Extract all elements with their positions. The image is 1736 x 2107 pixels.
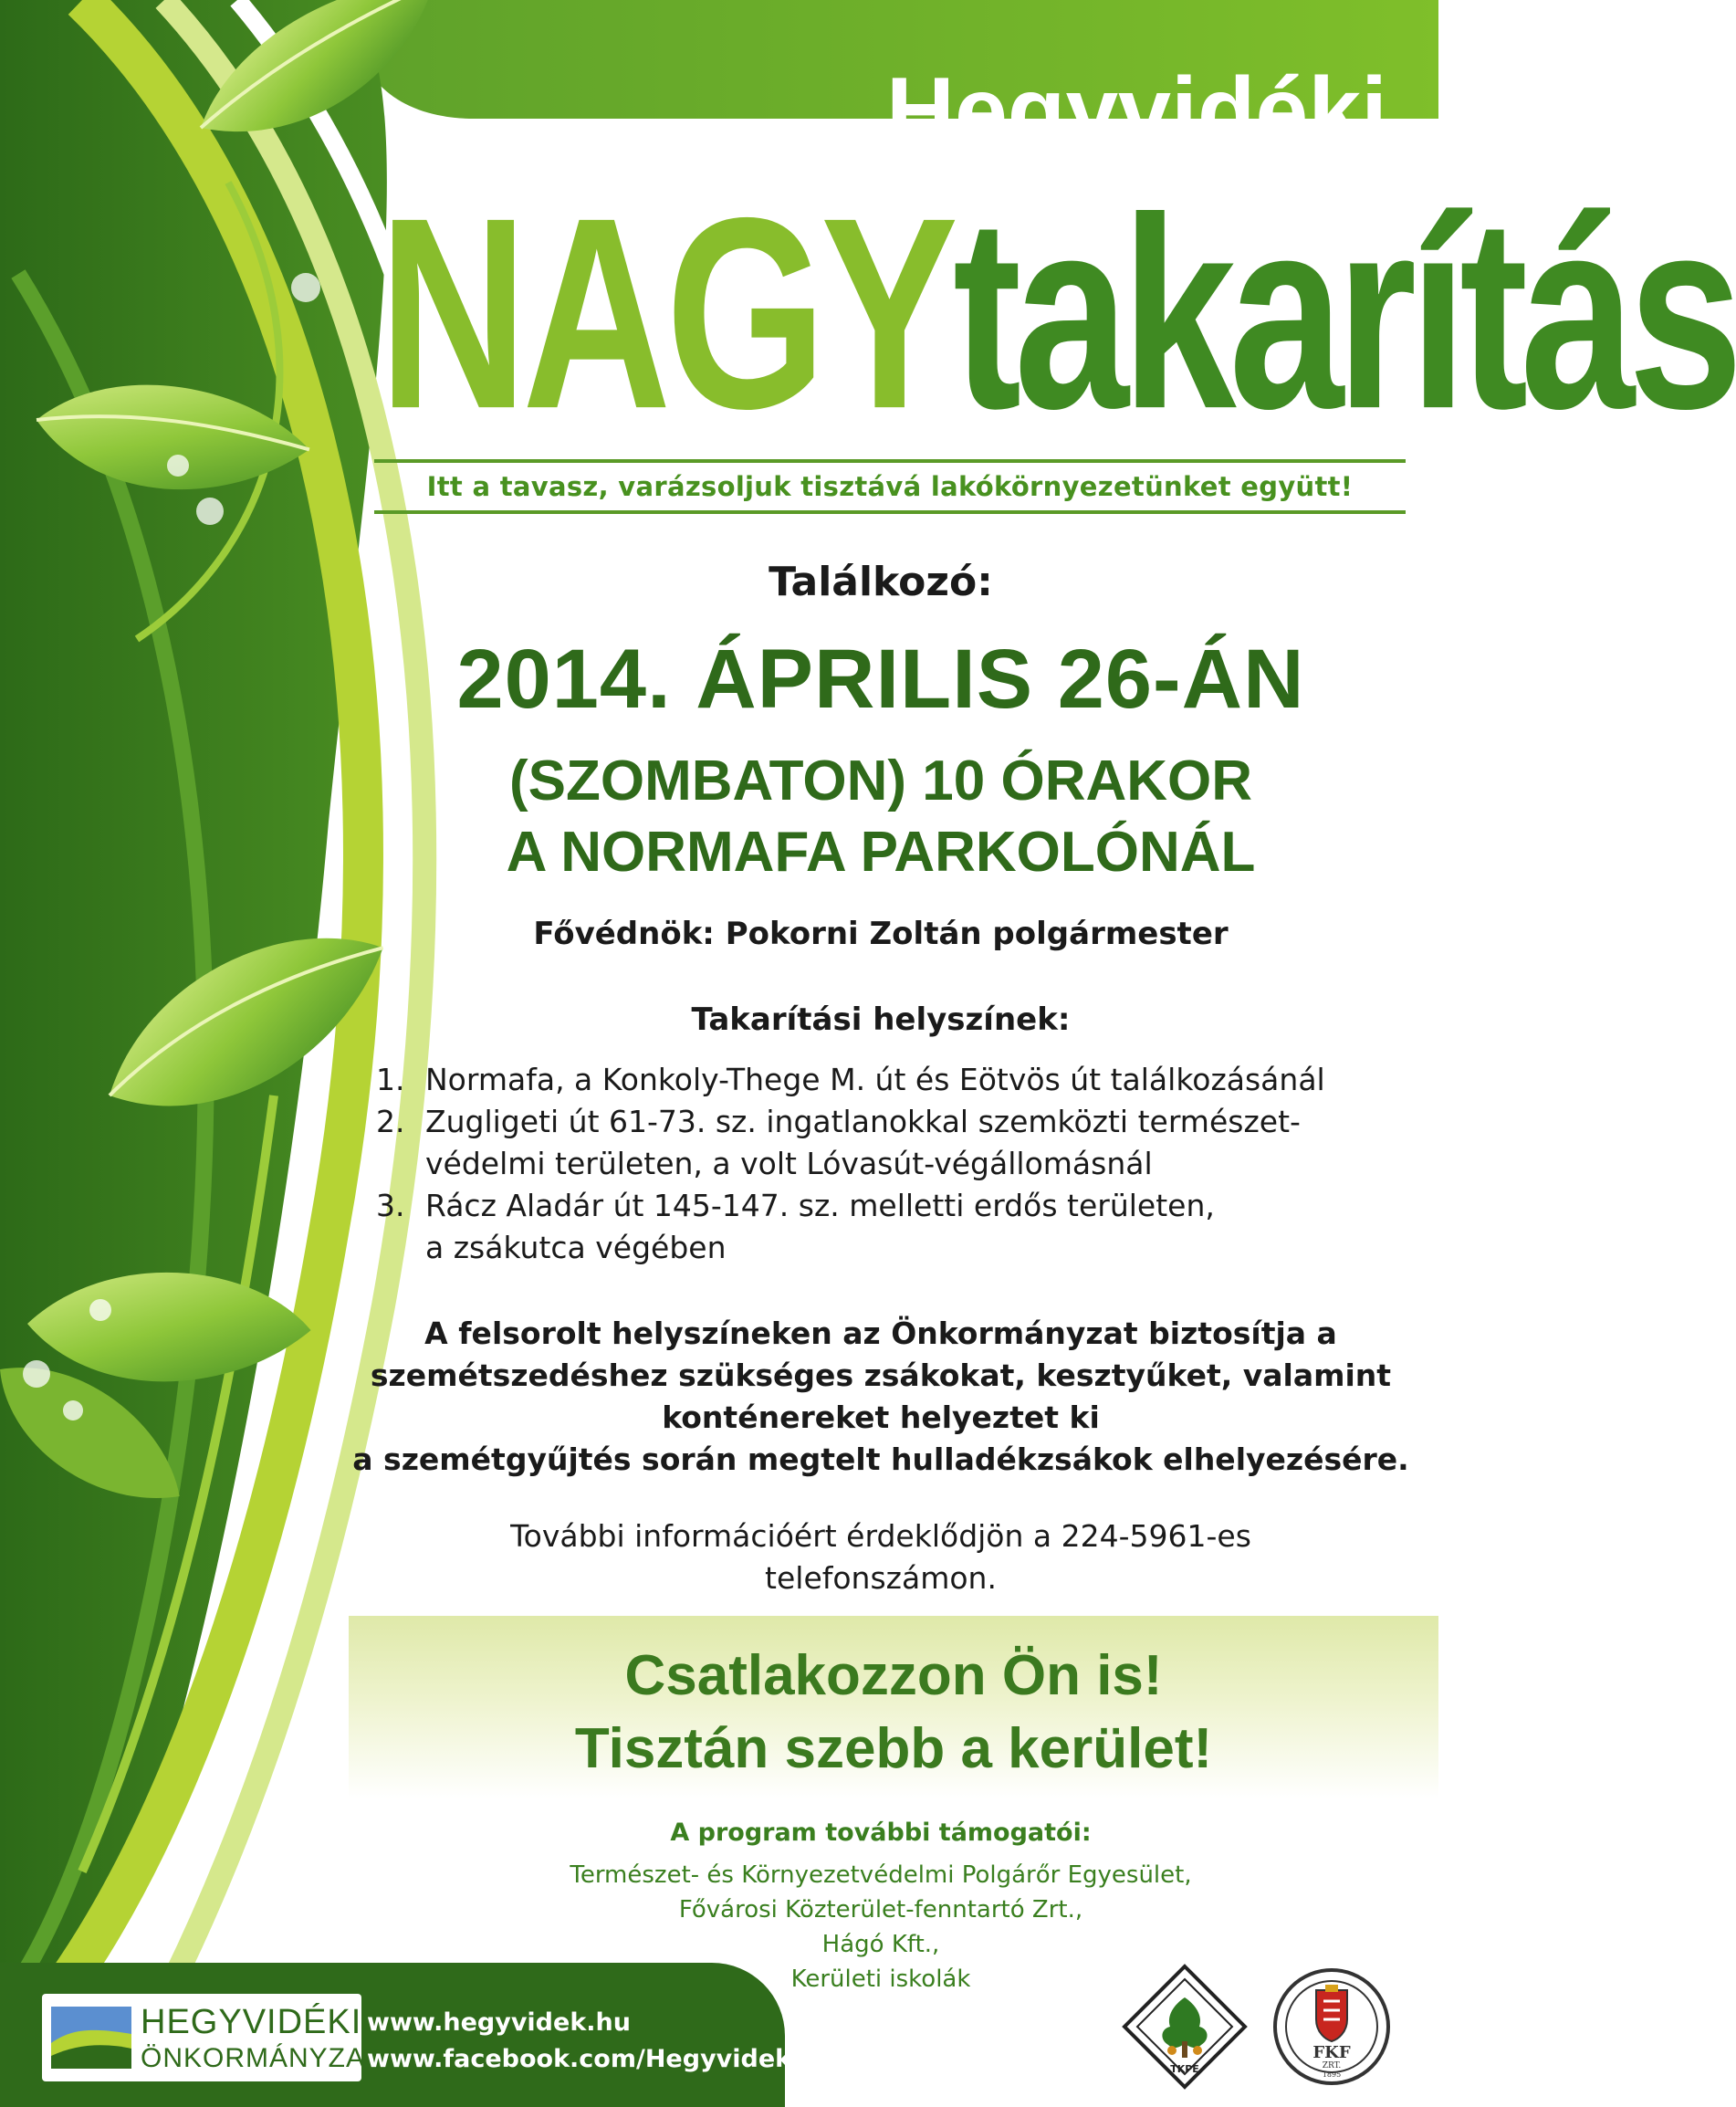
sponsor-item: Természet- és Környezetvédelmi Polgárőr Egyesület,: [570, 1861, 1192, 1889]
location-number: 2.: [376, 1104, 405, 1139]
notice-line: A felsorolt helyszíneken az Önkormányzat biztosítja a: [424, 1316, 1337, 1351]
location-number: 1.: [376, 1062, 405, 1097]
main-title-nagy: NAGY: [379, 160, 953, 466]
sponsors-title: A program további támogatói:: [670, 1819, 1092, 1847]
logo-line-2: ÖNKORMÁNYZAT: [141, 2043, 382, 2073]
cta-line-2: Tisztán szebb a kerület!: [574, 1717, 1213, 1780]
water-drop: [167, 455, 189, 477]
info-line: telefonszámon.: [765, 1560, 997, 1596]
website-link[interactable]: www.hegyvidek.hu: [367, 2008, 631, 2037]
sponsor-item: Kerületi iskolák: [790, 1965, 971, 1993]
fkf-seal-logo: [1271, 1963, 1393, 2091]
fkf-seal-year: 1895: [1322, 2070, 1342, 2079]
water-drop: [63, 1400, 83, 1420]
sponsor-item: Fővárosi Közterület-fenntartó Zrt.,: [678, 1896, 1083, 1924]
header-title: Hegyvidéki: [885, 58, 1387, 164]
location-line: Zugligeti út 61-73. sz. ingatlanokkal szemközti természet-: [425, 1104, 1301, 1139]
logo-line-1: HEGYVIDÉKI: [141, 2003, 362, 2041]
notice-line: szemétszedéshez szükséges zsákokat, kesztyűket, valamint: [370, 1357, 1392, 1393]
info-text: [347, 1515, 1415, 1599]
fkf-seal-text: FKF: [1312, 2043, 1351, 2062]
location-line: a zsákutca végében: [425, 1230, 727, 1265]
water-drop: [196, 498, 224, 525]
main-title-takaritas: takarítás: [952, 160, 1736, 466]
notice-line: a szemétgyűjtés során megtelt hulladékzsákok elhelyezésére.: [352, 1441, 1409, 1477]
cta-line-1: Csatlakozzon Ön is!: [624, 1644, 1163, 1707]
fkf-seal-sub: ZRT.: [1322, 2061, 1342, 2070]
mountain-logo-icon: [51, 2007, 131, 2069]
notice-text: [347, 1313, 1415, 1481]
location-line: Normafa, a Konkoly-Thege M. út és Eötvös út találkozásánál: [425, 1062, 1325, 1097]
water-drop: [89, 1299, 111, 1321]
notice-line: konténereket helyeztet ki: [662, 1399, 1100, 1435]
locations-list: [376, 1059, 1407, 1269]
patron-text: Fővédnök: Pokorni Zoltán polgármester: [533, 916, 1229, 952]
water-drop: [23, 1360, 50, 1388]
tkpe-seal-text: TKPE: [1170, 2063, 1199, 2075]
event-time: (SZOMBATON) 10 ÓRAKOR: [508, 750, 1253, 812]
location-item: [376, 1059, 1407, 1101]
water-drop: [291, 273, 320, 302]
event-date: 2014. ÁPRILIS 26-ÁN: [456, 633, 1305, 726]
sponsor-item: Hágó Kft.,: [821, 1931, 940, 1958]
slogan-bar: [374, 459, 1406, 514]
tkpe-seal-logo: [1121, 1963, 1249, 2091]
location-item: [376, 1101, 1407, 1185]
info-line: További információért érdeklődjön a 224-5961-es: [510, 1518, 1251, 1554]
location-item: [376, 1185, 1407, 1269]
location-line: védelmi területen, a volt Lóvasút-végállomásnál: [425, 1146, 1153, 1181]
facebook-link[interactable]: www.facebook.com/Hegyvidek: [367, 2045, 792, 2073]
location-line: Rácz Aladár út 145-147. sz. melletti erdős területen,: [425, 1188, 1215, 1223]
location-number: 3.: [376, 1188, 405, 1223]
meeting-label: Találkozó:: [769, 559, 993, 605]
hegyvideki-logo: [42, 1994, 382, 2081]
slogan-text: Itt a tavasz, varázsoljuk tisztává lakókörnyezetünket együtt!: [426, 471, 1354, 502]
event-place: A NORMAFA PARKOLÓNÁL: [506, 821, 1256, 884]
locations-title: Takarítási helyszínek:: [691, 1001, 1071, 1038]
